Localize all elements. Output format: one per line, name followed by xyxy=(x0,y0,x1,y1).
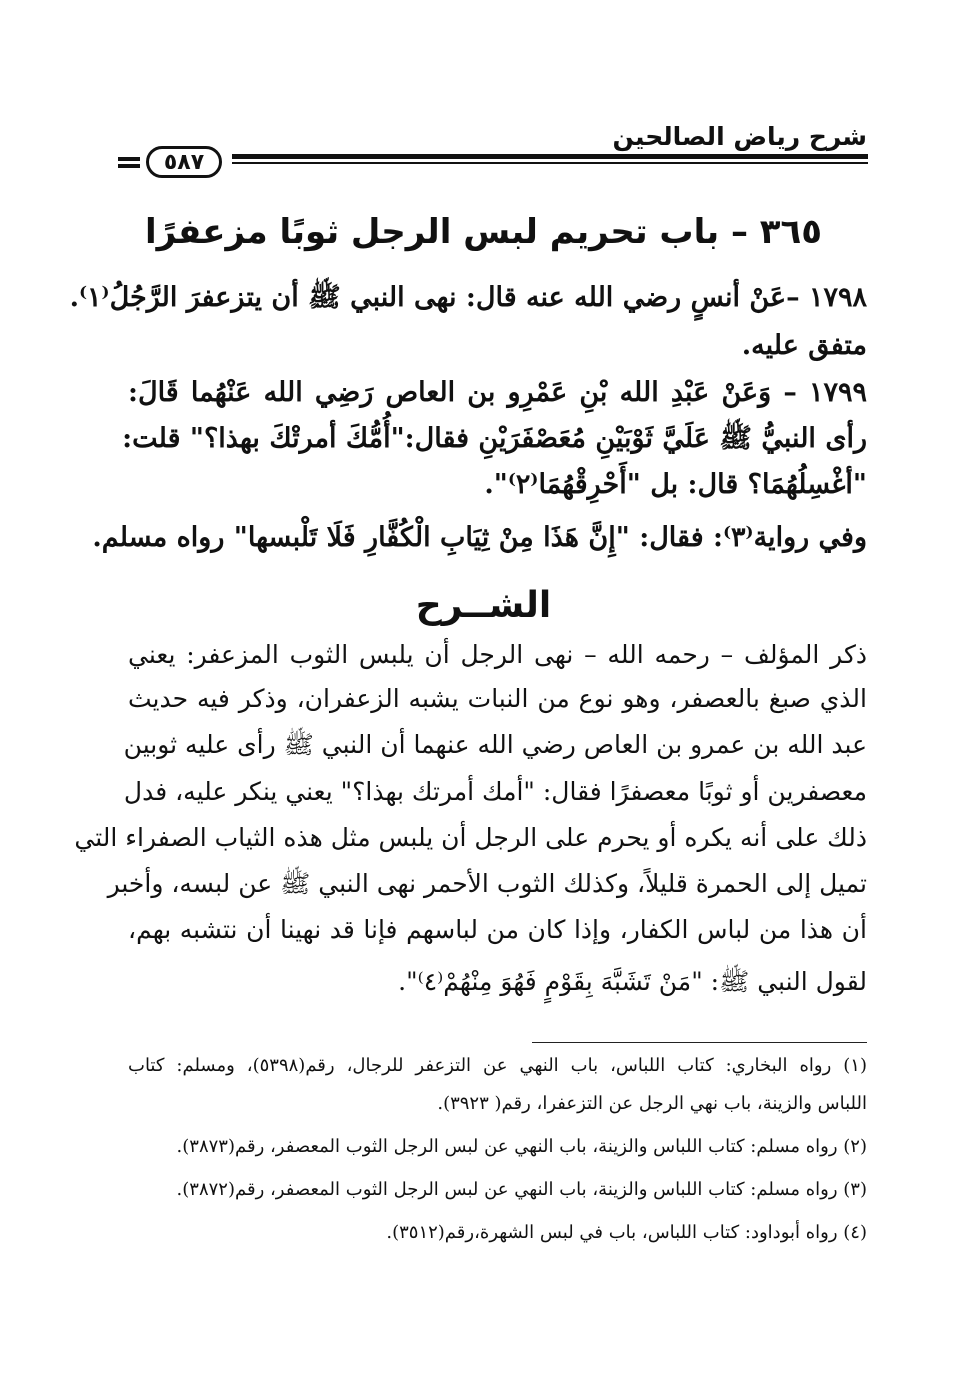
header-rule-thick xyxy=(232,154,868,159)
page-number-ornament-bottom xyxy=(118,164,140,168)
commentary-heading: الشــرح xyxy=(415,585,552,626)
page-number-badge xyxy=(146,146,222,178)
footnote-separator xyxy=(532,1042,867,1043)
footnote-line: (٣) رواه مسلم: كتاب اللباس والزينة، باب النهي عن لبس الرجل الثوب المعصفر، رقم(٣٨٧٢). xyxy=(176,1179,867,1200)
chapter-heading: ٣٦٥ – باب تحريم لبس الرجل ثوبًا مزعفرًا xyxy=(144,212,823,252)
commentary-line: عبد الله بن عمرو بن العاص رضي الله عنهما أن النبي ﷺ رأى عليه ثوبين xyxy=(123,730,867,759)
book-title: شرح رياض الصالحين xyxy=(612,122,867,151)
hadith-1798-line-1: ١٧٩٨ –عَنْ أنسٍ رضي الله عنه قال: نهى النبي ﷺ أن يتزعفرَ الرَّجُلُ⁽١⁾. xyxy=(69,282,867,313)
hadith-1798-line-2: متفق عليه. xyxy=(741,330,867,361)
footnote-line: (٤) رواه أبوداود: كتاب اللباس، باب في لبس الشهرة،رقم(٣٥١٢). xyxy=(386,1222,867,1243)
commentary-line: معصفرين أو ثوبًا معصفرًا فقال: "أمك أمرتك بهذا؟" يعني ينكر عليه، فدل xyxy=(123,777,867,806)
hadith-1799-line-4: وفي رواية⁽٣⁾: فقال: "إِنَّ هَذَا مِنْ ثِيَابِ الْكُفَّارِ فَلَا تَلْبسها" رواه مسلم. xyxy=(92,522,867,553)
hadith-1799-line-1: ١٧٩٩ – وَعَنْ عَبْدِ الله بْنِ عَمْرِو بن العاص رَضِي الله عَنْهُما قَالَ: xyxy=(128,377,867,408)
footnote-line: اللباس والزينة، باب نهي الرجل عن التزعفرا، رقم( ٣٩٢٣). xyxy=(437,1093,867,1114)
commentary-line: ذلك على أنه يكره أو يحرم على الرجل أن يلبس مثل هذه الثياب الصفراء التي xyxy=(74,823,867,852)
footnote-line: (١) رواه البخاري: كتاب اللباس، باب النهي عن التزعفر للرجال، رقم(٥٣٩٨)، ومسلم: كتاب xyxy=(128,1055,867,1076)
page-number: ٥٨٧ xyxy=(163,149,205,175)
hadith-1799-line-3: "أغْسِلُهُمَا؟ قال: بل "أَحْرِقْهُمَا⁽٢⁾". xyxy=(484,469,867,500)
commentary-line: لقول النبي ﷺ: "مَنْ تَشَبَّهَ بِقَوْمٍ فَهُوَ مِنْهُمْ⁽٤⁾". xyxy=(398,967,867,996)
commentary-line: أن هذا من لباس الكفار، وإذا كان من لباسهم فإنا قد نهينا أن نتشبه بهم، xyxy=(128,915,867,944)
page-number-ornament-top xyxy=(118,157,140,161)
hadith-1799-line-2: رأى النبيُّ ﷺ عَلَيَّ ثَوْبَيْنِ مُعَصْفَرَيْنِ فقال:"أُمُّكَ أمرتْكَ بهذا؟" قلت: xyxy=(122,423,867,454)
commentary-line: ذكر المؤلف – رحمه الله – نهى الرجل أن يلبس الثوب المزعفر: يعني xyxy=(128,640,867,669)
header-rule-thin xyxy=(232,162,868,164)
commentary-line: تميل إلى الحمرة قليلاً، وكذلك الثوب الأحمر نهى النبي ﷺ عن لبسه، وأخبر xyxy=(107,869,867,898)
footnote-line: (٢) رواه مسلم: كتاب اللباس والزينة، باب النهي عن لبس الرجل الثوب المعصفر، رقم(٣٨٧٣). xyxy=(176,1136,867,1157)
commentary-line: الذي صبغ بالعصفر، وهو نوع من النبات يشبه الزعفران، وذكر فيه حديث xyxy=(128,684,867,713)
